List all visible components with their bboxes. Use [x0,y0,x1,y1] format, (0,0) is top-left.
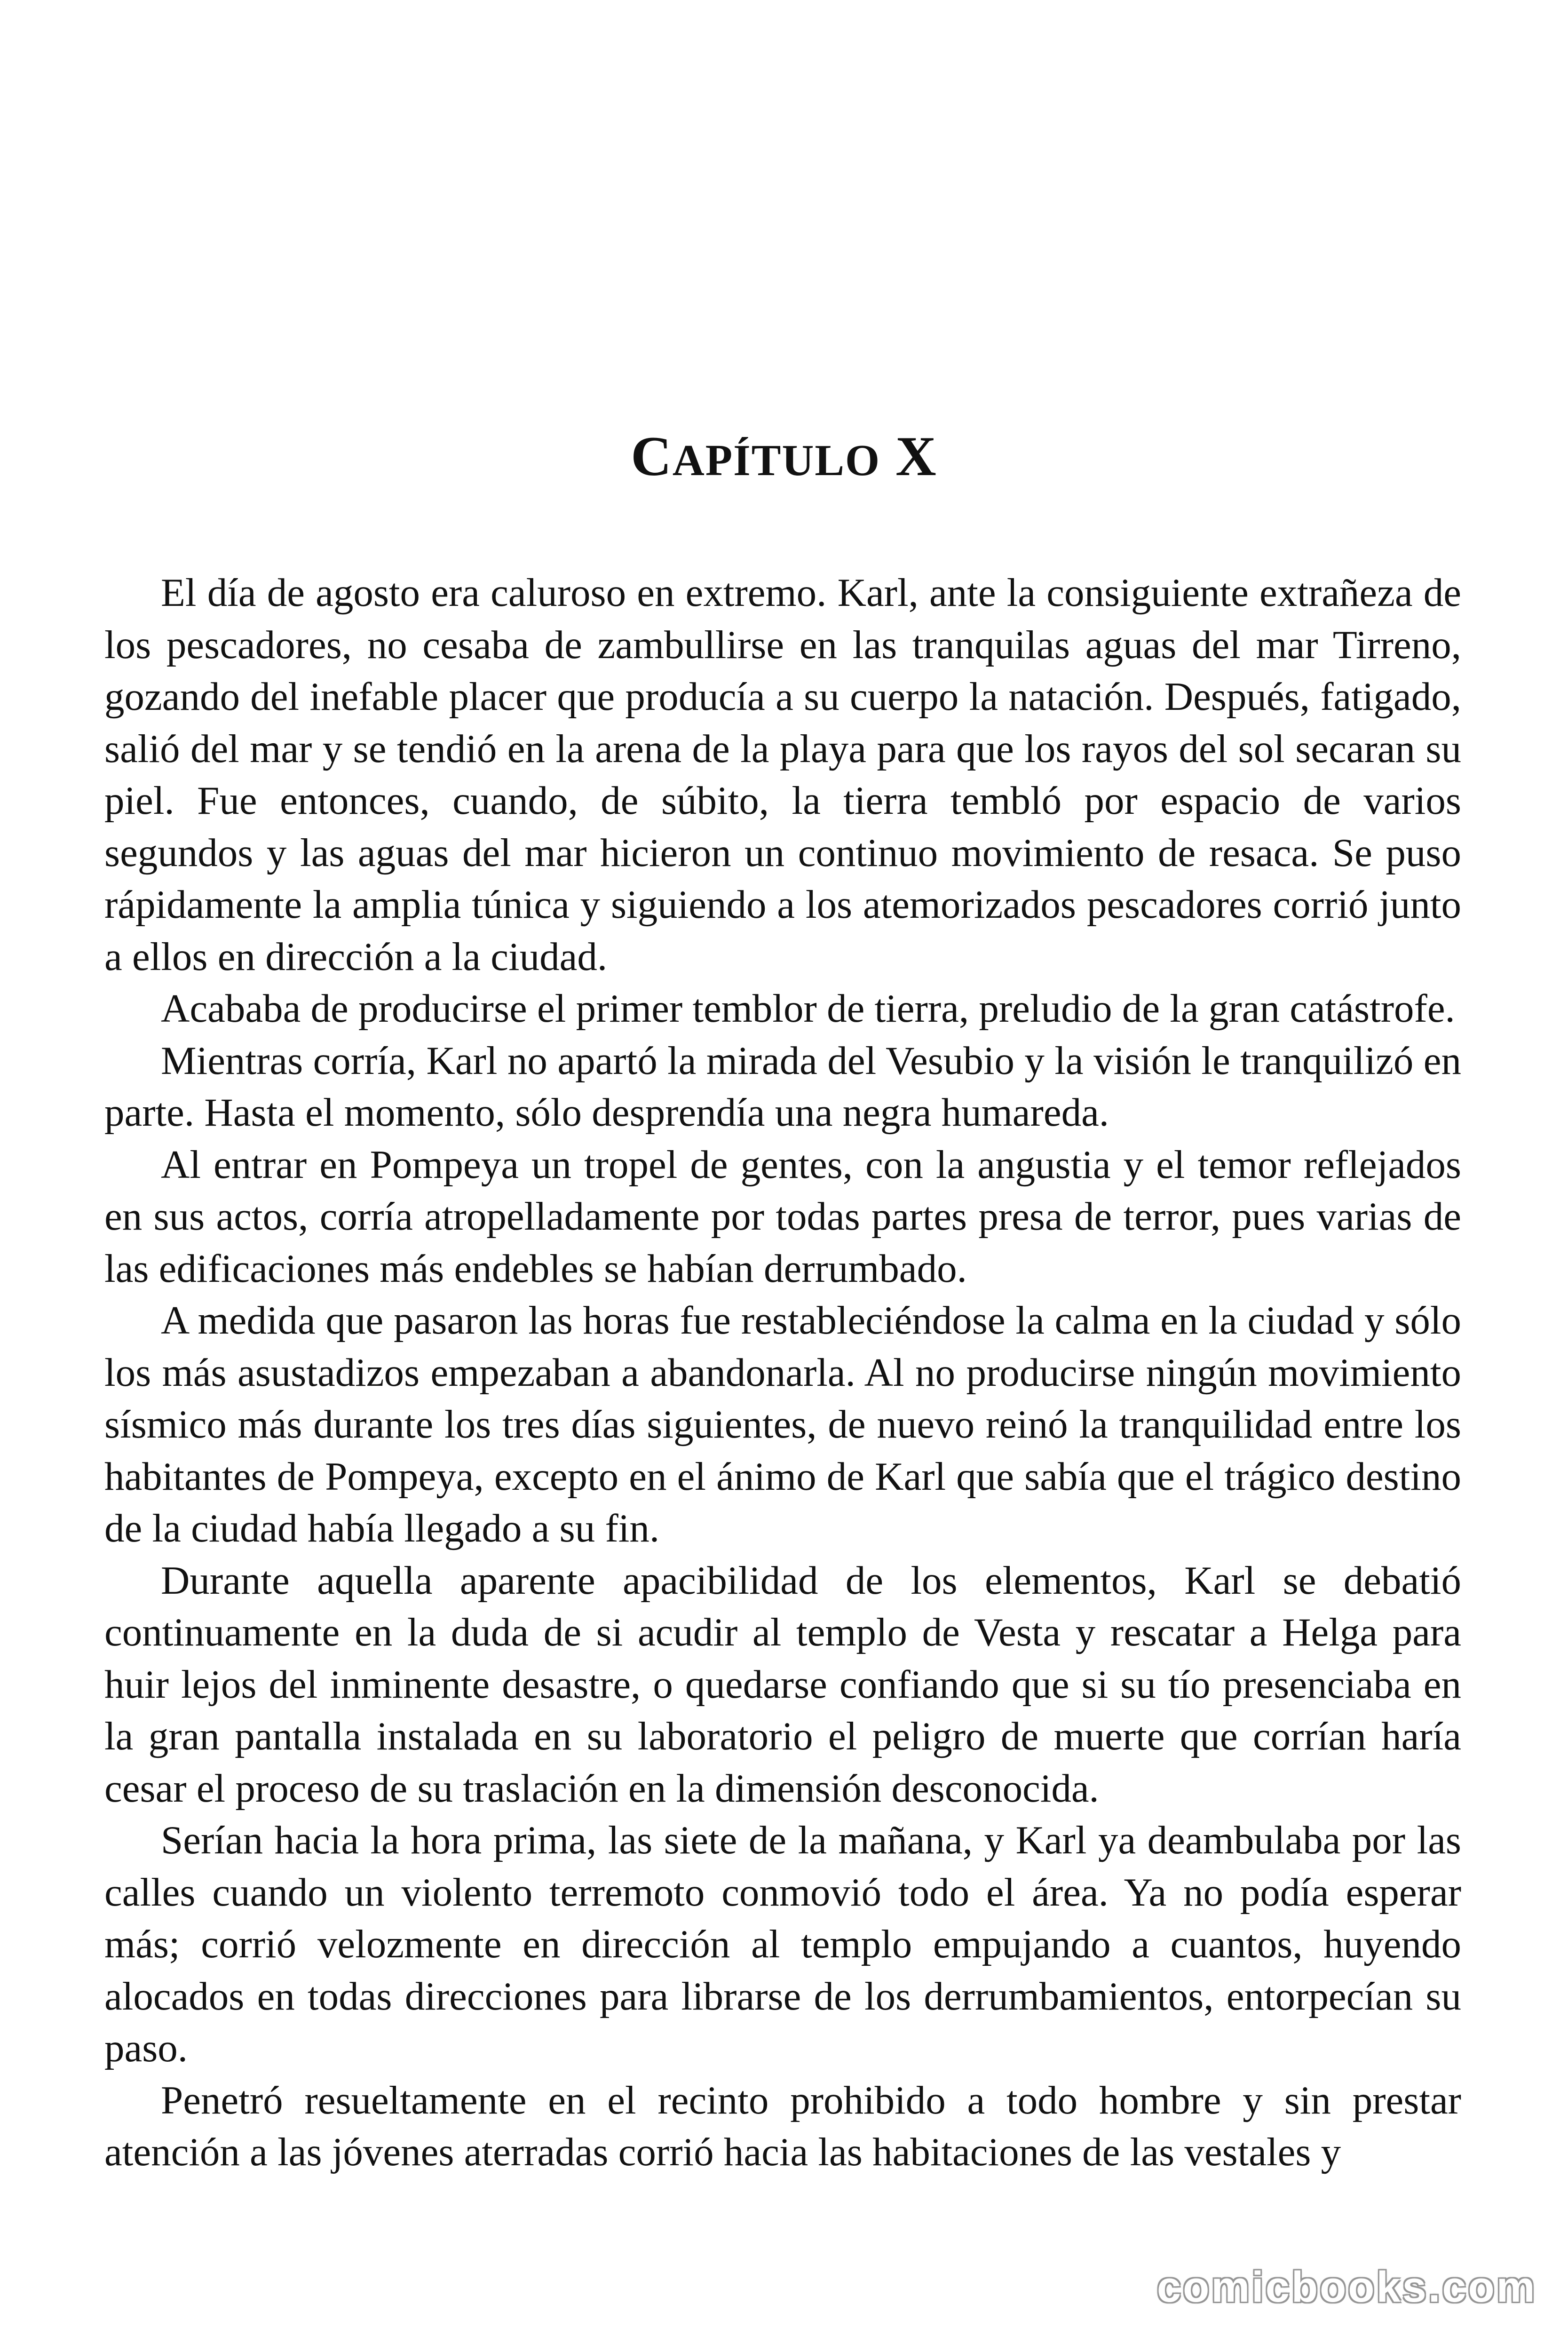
paragraph: El día de agosto era caluroso en extremo. Karl, ante la consiguiente extrañeza de los pescadores, no cesaba de zambullirse en las tranquilas aguas del mar Tirreno, gozando del inefable placer que producía a su cuerpo la natación. Después, fatigado, salió del mar y se tendió en la arena de la playa para que los rayos del sol secaran su piel. Fue entonces, cuando, de súbito, la tierra tembló por espacio de varios segundos y las aguas del mar hicieron un continuo movimiento de resaca. Se puso rápidamente la amplia túnica y siguiendo a los atemorizados pescadores corrió junto a ellos en dirección a la ciudad. [104,571,1461,979]
paragraph: Acababa de producirse el primer temblor de tierra, preludio de la gran catástrofe. [161,986,1455,1031]
watermark: comicbooks.com [1157,2263,1537,2311]
paragraph: Penetró resueltamente en el recinto prohibido a todo hombre y sin prestar atención a las jóvenes aterradas corrió hacia las habitaciones de las vestales y [104,2078,1461,2174]
chapter-title [0,423,1568,493]
chapter-body [104,567,1461,2178]
paragraph: Serían hacia la hora prima, las siete de la mañana, y Karl ya deambulaba por las calles cuando un violento terremoto conmovió todo el área. Ya no podía esperar más; corrió velozmente en dirección al templo empujando a cuantos, huyendo alocados en todas direcciones para librarse de los derrumbamientos, entorpecían su paso. [104,1818,1461,2070]
chapter-title-text: CAPÍTULO X [631,425,937,488]
paragraph: Al entrar en Pompeya un tropel de gentes, con la angustia y el temor reflejados en sus actos, corría atropelladamente por todas partes presa de terror, pues varias de las edificaciones más endebles se habían derrumbado. [104,1142,1461,1291]
paragraph: Mientras corría, Karl no apartó la mirada del Vesubio y la visión le tranquilizó en parte. Hasta el momento, sólo desprendía una negra humareda. [104,1038,1461,1135]
paragraph: A medida que pasaron las horas fue restableciéndose la calma en la ciudad y sólo los más asustadizos empezaban a abandonarla. Al no producirse ningún movimiento sísmico más durante los tres días siguientes, de nuevo reinó la tranquilidad entre los habitantes de Pompeya, excepto en el ánimo de Karl que sabía que el trágico destino de la ciudad había llegado a su fin. [104,1298,1461,1550]
paragraph: Durante aquella aparente apacibilidad de los elementos, Karl se debatió continuamente en la duda de si acudir al templo de Vesta y rescatar a Helga para huir lejos del inminente desastre, o quedarse confiando que si su tío presenciaba en la gran pantalla instalada en su laboratorio el peligro de muerte que corrían haría cesar el proceso de su traslación en la dimensión desconocida. [104,1558,1461,1811]
